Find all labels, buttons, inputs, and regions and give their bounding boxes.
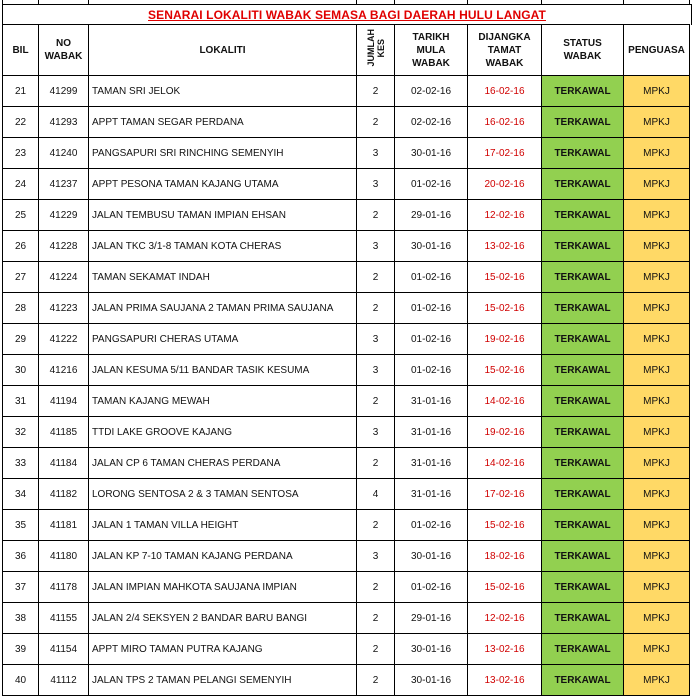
cell-lokaliti: APPT TAMAN SEGAR PERDANA — [89, 107, 357, 138]
cell-tarikh-tamat: 19-02-16 — [468, 324, 542, 355]
table-row — [3, 541, 690, 572]
header-row — [3, 25, 690, 76]
table-row — [3, 76, 690, 107]
cell-no-wabak: 41185 — [39, 417, 89, 448]
cell-tarikh-tamat: 15-02-16 — [468, 572, 542, 603]
cell-tarikh-tamat: 13-02-16 — [468, 231, 542, 262]
cell-tarikh-mula: 31-01-16 — [395, 386, 468, 417]
cell-lokaliti: JALAN 1 TAMAN VILLA HEIGHT — [89, 510, 357, 541]
cell-tarikh-mula: 30-01-16 — [395, 665, 468, 696]
cell-lokaliti: APPT MIRO TAMAN PUTRA KAJANG — [89, 634, 357, 665]
cell-tarikh-mula: 01-02-16 — [395, 355, 468, 386]
cell-jumlah-kes: 2 — [357, 634, 395, 665]
cell-jumlah-kes: 3 — [357, 355, 395, 386]
cell-penguasa: MPKJ — [624, 448, 690, 479]
cell-no-wabak: 41181 — [39, 510, 89, 541]
cell-tarikh-mula: 31-01-16 — [395, 479, 468, 510]
cell-jumlah-kes: 2 — [357, 510, 395, 541]
cell-tarikh-tamat: 19-02-16 — [468, 417, 542, 448]
cell-penguasa: MPKJ — [624, 200, 690, 231]
cell-status: TERKAWAL — [542, 200, 624, 231]
cell-bil: 24 — [3, 169, 39, 200]
cell-jumlah-kes: 3 — [357, 231, 395, 262]
cell-bil: 25 — [3, 200, 39, 231]
cell-tarikh-mula: 29-01-16 — [395, 200, 468, 231]
cell-lokaliti: JALAN KESUMA 5/11 BANDAR TASIK KESUMA — [89, 355, 357, 386]
cell-lokaliti: PANGSAPURI SRI RINCHING SEMENYIH — [89, 138, 357, 169]
table-row — [3, 572, 690, 603]
table-row — [3, 262, 690, 293]
cell-penguasa: MPKJ — [624, 293, 690, 324]
cell-jumlah-kes: 4 — [357, 479, 395, 510]
cell-lokaliti: PANGSAPURI CHERAS UTAMA — [89, 324, 357, 355]
table-row — [3, 510, 690, 541]
cell-status: TERKAWAL — [542, 510, 624, 541]
cell-jumlah-kes: 3 — [357, 169, 395, 200]
cell-status: TERKAWAL — [542, 293, 624, 324]
cell-tarikh-tamat: 15-02-16 — [468, 293, 542, 324]
cell-tarikh-mula: 31-01-16 — [395, 448, 468, 479]
cell-bil: 32 — [3, 417, 39, 448]
cell-no-wabak: 41155 — [39, 603, 89, 634]
cell-penguasa: MPKJ — [624, 634, 690, 665]
cell-no-wabak: 41112 — [39, 665, 89, 696]
table-row — [3, 479, 690, 510]
table-row — [3, 324, 690, 355]
cell-tarikh-mula: 01-02-16 — [395, 293, 468, 324]
cell-bil: 21 — [3, 76, 39, 107]
cell-tarikh-mula: 31-01-16 — [395, 417, 468, 448]
cell-bil: 33 — [3, 448, 39, 479]
cell-bil: 37 — [3, 572, 39, 603]
cell-penguasa: MPKJ — [624, 510, 690, 541]
cell-tarikh-mula: 01-02-16 — [395, 572, 468, 603]
cell-penguasa: MPKJ — [624, 541, 690, 572]
cell-penguasa: MPKJ — [624, 572, 690, 603]
cell-bil: 29 — [3, 324, 39, 355]
cell-penguasa: MPKJ — [624, 138, 690, 169]
cell-status: TERKAWAL — [542, 355, 624, 386]
header-status: STATUS WABAK — [542, 25, 624, 76]
cell-bil: 38 — [3, 603, 39, 634]
cell-no-wabak: 41293 — [39, 107, 89, 138]
cell-bil: 40 — [3, 665, 39, 696]
cell-jumlah-kes: 2 — [357, 572, 395, 603]
cell-tarikh-tamat: 16-02-16 — [468, 107, 542, 138]
cell-no-wabak: 41216 — [39, 355, 89, 386]
cell-lokaliti: JALAN CP 6 TAMAN CHERAS PERDANA — [89, 448, 357, 479]
cell-no-wabak: 41240 — [39, 138, 89, 169]
cell-tarikh-mula: 30-01-16 — [395, 138, 468, 169]
header-dijangka-tamat: DIJANGKA TAMAT WABAK — [468, 25, 542, 76]
table-row — [3, 107, 690, 138]
cell-bil: 34 — [3, 479, 39, 510]
cell-bil: 22 — [3, 107, 39, 138]
cell-status: TERKAWAL — [542, 231, 624, 262]
cell-penguasa: MPKJ — [624, 231, 690, 262]
cell-jumlah-kes: 3 — [357, 138, 395, 169]
cell-penguasa: MPKJ — [624, 386, 690, 417]
cell-lokaliti: JALAN TKC 3/1-8 TAMAN KOTA CHERAS — [89, 231, 357, 262]
cell-no-wabak: 41223 — [39, 293, 89, 324]
cell-tarikh-mula: 01-02-16 — [395, 510, 468, 541]
cell-tarikh-tamat: 15-02-16 — [468, 262, 542, 293]
cell-tarikh-tamat: 12-02-16 — [468, 200, 542, 231]
cell-bil: 26 — [3, 231, 39, 262]
cell-no-wabak: 41229 — [39, 200, 89, 231]
cell-tarikh-tamat: 13-02-16 — [468, 634, 542, 665]
table-row — [3, 200, 690, 231]
header-lokaliti: LOKALITI — [89, 25, 357, 76]
cell-lokaliti: JALAN TPS 2 TAMAN PELANGI SEMENYIH — [89, 665, 357, 696]
cell-tarikh-tamat: 17-02-16 — [468, 479, 542, 510]
cell-jumlah-kes: 3 — [357, 541, 395, 572]
cell-status: TERKAWAL — [542, 603, 624, 634]
cell-status: TERKAWAL — [542, 76, 624, 107]
cell-penguasa: MPKJ — [624, 76, 690, 107]
cell-tarikh-mula: 30-01-16 — [395, 231, 468, 262]
cell-jumlah-kes: 3 — [357, 324, 395, 355]
cell-jumlah-kes: 2 — [357, 107, 395, 138]
header-jumlah-kes: JUMLAH KES — [357, 25, 395, 76]
cell-bil: 31 — [3, 386, 39, 417]
cell-status: TERKAWAL — [542, 417, 624, 448]
table-row — [3, 355, 690, 386]
cell-lokaliti: TAMAN SRI JELOK — [89, 76, 357, 107]
cell-status: TERKAWAL — [542, 107, 624, 138]
cell-penguasa: MPKJ — [624, 262, 690, 293]
cell-penguasa: MPKJ — [624, 355, 690, 386]
cell-bil: 36 — [3, 541, 39, 572]
cell-status: TERKAWAL — [542, 169, 624, 200]
cell-jumlah-kes: 2 — [357, 200, 395, 231]
cell-penguasa: MPKJ — [624, 603, 690, 634]
cell-tarikh-tamat: 17-02-16 — [468, 138, 542, 169]
table-row — [3, 665, 690, 696]
cell-penguasa: MPKJ — [624, 665, 690, 696]
table-row — [3, 231, 690, 262]
table-row — [3, 603, 690, 634]
cell-lokaliti: LORONG SENTOSA 2 & 3 TAMAN SENTOSA — [89, 479, 357, 510]
cell-lokaliti: JALAN IMPIAN MAHKOTA SAUJANA IMPIAN — [89, 572, 357, 603]
cell-tarikh-mula: 02-02-16 — [395, 107, 468, 138]
cell-tarikh-mula: 29-01-16 — [395, 603, 468, 634]
cell-status: TERKAWAL — [542, 448, 624, 479]
cell-status: TERKAWAL — [542, 665, 624, 696]
cell-lokaliti: TTDI LAKE GROOVE KAJANG — [89, 417, 357, 448]
cell-tarikh-mula: 02-02-16 — [395, 76, 468, 107]
cell-tarikh-tamat: 16-02-16 — [468, 76, 542, 107]
cell-no-wabak: 41228 — [39, 231, 89, 262]
cell-tarikh-tamat: 20-02-16 — [468, 169, 542, 200]
cell-bil: 23 — [3, 138, 39, 169]
table-row — [3, 293, 690, 324]
cell-tarikh-tamat: 13-02-16 — [468, 665, 542, 696]
header-no-wabak: NO WABAK — [39, 25, 89, 76]
cell-no-wabak: 41154 — [39, 634, 89, 665]
cell-status: TERKAWAL — [542, 138, 624, 169]
table-row — [3, 138, 690, 169]
cell-tarikh-tamat: 18-02-16 — [468, 541, 542, 572]
title-row — [2, 4, 692, 25]
cell-jumlah-kes: 3 — [357, 417, 395, 448]
table-row — [3, 169, 690, 200]
cell-tarikh-tamat: 15-02-16 — [468, 355, 542, 386]
cell-lokaliti: APPT PESONA TAMAN KAJANG UTAMA — [89, 169, 357, 200]
cell-status: TERKAWAL — [542, 262, 624, 293]
cell-penguasa: MPKJ — [624, 324, 690, 355]
header-tarikh-mula: TARIKH MULA WABAK — [395, 25, 468, 76]
cell-status: TERKAWAL — [542, 572, 624, 603]
cell-lokaliti: JALAN PRIMA SAUJANA 2 TAMAN PRIMA SAUJANA — [89, 293, 357, 324]
table-row — [3, 386, 690, 417]
cell-no-wabak: 41182 — [39, 479, 89, 510]
cell-tarikh-mula: 01-02-16 — [395, 169, 468, 200]
cell-bil: 27 — [3, 262, 39, 293]
cell-penguasa: MPKJ — [624, 169, 690, 200]
cell-no-wabak: 41222 — [39, 324, 89, 355]
cell-bil: 30 — [3, 355, 39, 386]
cell-lokaliti: TAMAN SEKAMAT INDAH — [89, 262, 357, 293]
table-row — [3, 417, 690, 448]
cell-status: TERKAWAL — [542, 541, 624, 572]
cell-status: TERKAWAL — [542, 324, 624, 355]
cell-lokaliti: TAMAN KAJANG MEWAH — [89, 386, 357, 417]
cell-penguasa: MPKJ — [624, 107, 690, 138]
cell-no-wabak: 41178 — [39, 572, 89, 603]
cell-jumlah-kes: 2 — [357, 262, 395, 293]
page-title: SENARAI LOKALITI WABAK SEMASA BAGI DAERAH HULU LANGAT — [148, 8, 546, 22]
cell-penguasa: MPKJ — [624, 479, 690, 510]
cell-penguasa: MPKJ — [624, 417, 690, 448]
cell-no-wabak: 41184 — [39, 448, 89, 479]
cell-tarikh-tamat: 15-02-16 — [468, 510, 542, 541]
cell-jumlah-kes: 2 — [357, 386, 395, 417]
cell-jumlah-kes: 2 — [357, 76, 395, 107]
cell-tarikh-mula: 01-02-16 — [395, 324, 468, 355]
cell-no-wabak: 41237 — [39, 169, 89, 200]
cell-jumlah-kes: 2 — [357, 603, 395, 634]
table-row — [3, 448, 690, 479]
cell-bil: 35 — [3, 510, 39, 541]
cell-no-wabak: 41180 — [39, 541, 89, 572]
cell-status: TERKAWAL — [542, 634, 624, 665]
cell-tarikh-tamat: 14-02-16 — [468, 448, 542, 479]
cell-tarikh-mula: 01-02-16 — [395, 262, 468, 293]
cell-tarikh-tamat: 12-02-16 — [468, 603, 542, 634]
cell-jumlah-kes: 2 — [357, 293, 395, 324]
cell-no-wabak: 41224 — [39, 262, 89, 293]
cell-no-wabak: 41194 — [39, 386, 89, 417]
cell-tarikh-tamat: 14-02-16 — [468, 386, 542, 417]
cell-tarikh-mula: 30-01-16 — [395, 541, 468, 572]
cell-no-wabak: 41299 — [39, 76, 89, 107]
cell-jumlah-kes: 2 — [357, 665, 395, 696]
cell-status: TERKAWAL — [542, 479, 624, 510]
cell-lokaliti: JALAN TEMBUSU TAMAN IMPIAN EHSAN — [89, 200, 357, 231]
cell-bil: 28 — [3, 293, 39, 324]
cell-lokaliti: JALAN KP 7-10 TAMAN KAJANG PERDANA — [89, 541, 357, 572]
table-row — [3, 634, 690, 665]
cell-bil: 39 — [3, 634, 39, 665]
cell-lokaliti: JALAN 2/4 SEKSYEN 2 BANDAR BARU BANGI — [89, 603, 357, 634]
cell-jumlah-kes: 2 — [357, 448, 395, 479]
outbreak-table — [2, 24, 690, 696]
header-bil: BIL — [3, 25, 39, 76]
cell-tarikh-mula: 30-01-16 — [395, 634, 468, 665]
header-penguasa: PENGUASA — [624, 25, 690, 76]
cell-status: TERKAWAL — [542, 386, 624, 417]
